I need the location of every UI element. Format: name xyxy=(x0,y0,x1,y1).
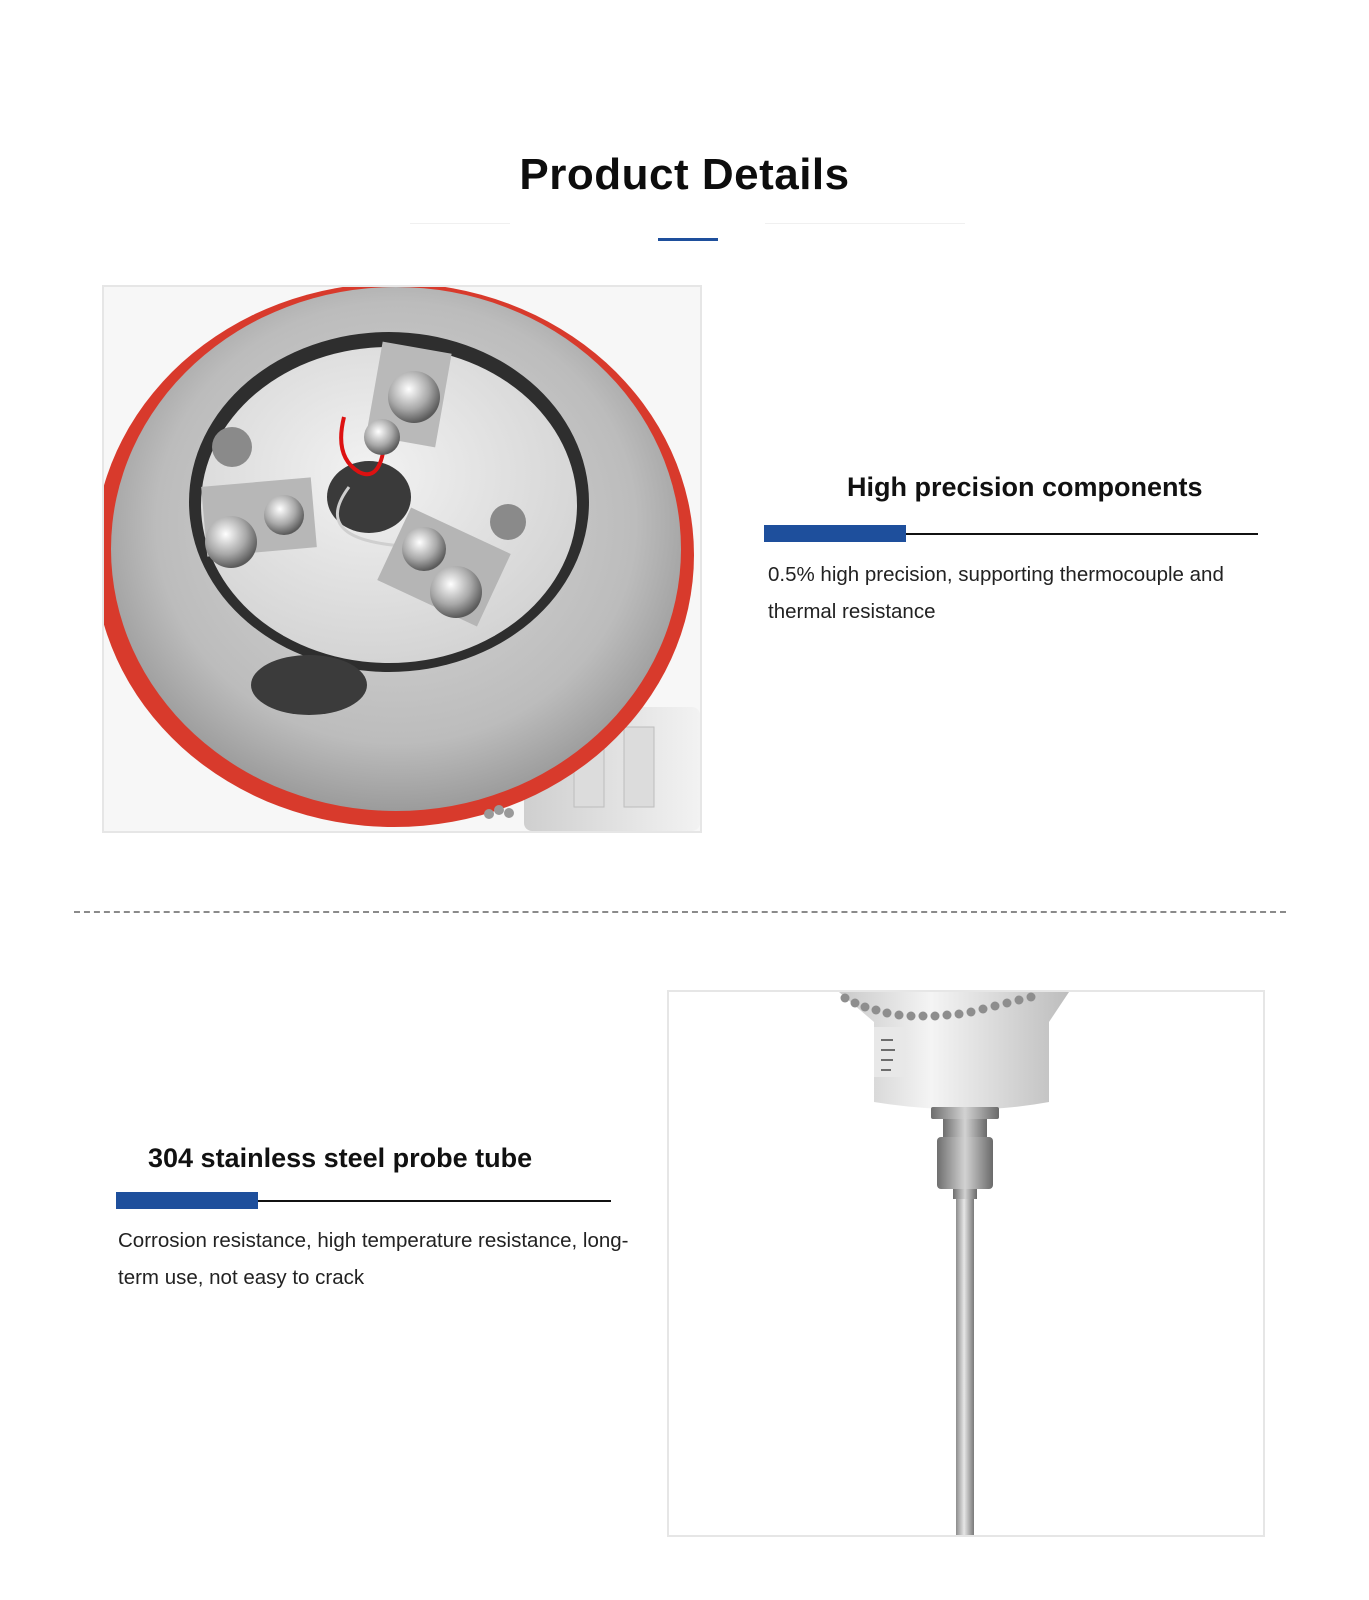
probe-tube-illustration xyxy=(669,992,1263,1535)
feature-title-stainless-probe: 304 stainless steel probe tube xyxy=(148,1143,533,1173)
section-divider xyxy=(74,911,1286,913)
terminal-block-illustration xyxy=(104,287,700,831)
feature-accent-bar xyxy=(764,525,906,542)
probe-tube-photo xyxy=(667,990,1265,1537)
feature-description-stainless-probe: Corrosion resistance, high temperature resistance, long-term use, not easy to crack xyxy=(118,1229,629,1289)
title-underline xyxy=(658,238,718,241)
feature-description-high-precision: 0.5% high precision, supporting thermocouple and thermal resistance xyxy=(768,563,1224,623)
terminal-block-photo xyxy=(102,285,702,833)
title-faint-rule-right xyxy=(765,223,965,224)
feature-accent-bar xyxy=(116,1192,258,1209)
page-title: Product Details xyxy=(519,150,850,199)
title-faint-rule-left xyxy=(410,223,510,224)
feature-title-high-precision: High precision components xyxy=(847,472,1203,502)
